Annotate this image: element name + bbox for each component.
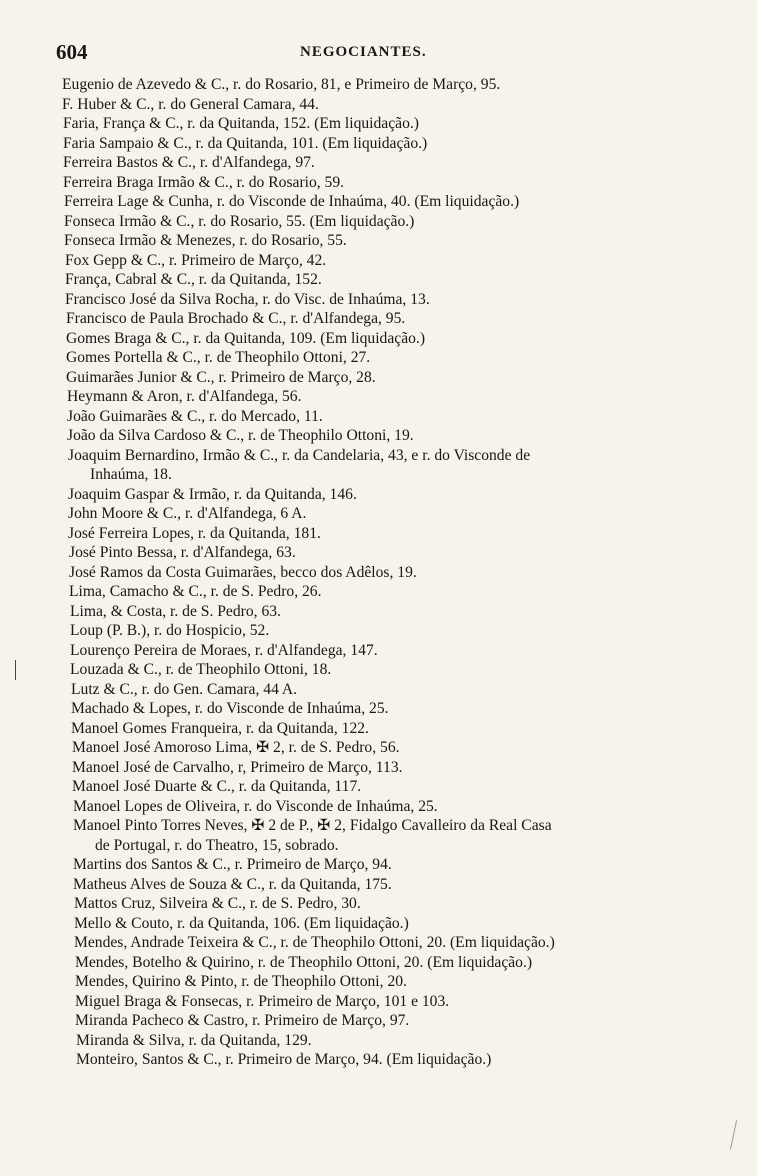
entry-text: Fonseca Irmão & Menezes, r. do Rosario, 55. <box>64 232 347 249</box>
entry-text: Heymann & Aron, r. d'Alfandega, 56. <box>67 388 302 405</box>
entry-text: Lima, & Costa, r. de S. Pedro, 63. <box>70 602 281 620</box>
entry-continuation: de Portugal, r. do Theatro, 15, sobrado. <box>95 836 339 854</box>
entry-text: Fonseca Irmão & C., r. do Rosario, 55. (Em liquidação.) <box>64 212 415 230</box>
entry-line <box>0 758 757 778</box>
entry-line <box>0 173 757 193</box>
entry-line <box>0 660 757 680</box>
entry-text: Mattos Cruz, Silveira & C., r. de S. Pedro, 30. <box>74 895 361 912</box>
entry-text: Manoel Lopes de Oliveira, r. do Visconde de Inhaúma, 25. <box>73 797 438 815</box>
entry-line <box>0 543 757 563</box>
entry-text: Ferreira Bastos & C., r. d'Alfandega, 97. <box>63 154 315 171</box>
entry-text: José Ramos da Costa Guimarães, becco dos Adêlos, 19. <box>69 563 417 581</box>
entry-line <box>0 641 757 661</box>
entry-text: Gomes Portella & C., r. de Theophilo Ottoni, 27. <box>66 349 371 366</box>
entry-text: João Guimarães & C., r. do Mercado, 11. <box>67 407 323 425</box>
entry-text: José Ferreira Lopes, r. da Quitanda, 181. <box>68 524 321 542</box>
entry-line <box>0 270 757 290</box>
entry-text: Miguel Braga & Fonsecas, r. Primeiro de Março, 101 e 103. <box>75 992 450 1010</box>
margin-mark <box>730 1120 737 1150</box>
entry-line <box>0 134 757 154</box>
entry-list <box>0 75 757 1070</box>
entry-line <box>0 192 757 212</box>
entry-line <box>0 563 757 583</box>
entry-text: John Moore & C., r. d'Alfandega, 6 A. <box>68 505 307 522</box>
entry-line <box>0 407 757 427</box>
entry-text: Joaquim Gaspar & Irmão, r. da Quitanda, 146. <box>68 485 357 503</box>
entry-line <box>0 933 757 953</box>
entry-text: Manoel Pinto Torres Neves, ✠ 2 de P., ✠ 2, Fidalgo Cavalleiro da Real Casa <box>73 817 552 834</box>
entry-text: Lima, Camacho & C., r. de S. Pedro, 26. <box>69 583 322 600</box>
entry-text: França, Cabral & C., r. da Quitanda, 152. <box>65 271 322 288</box>
entry-line <box>0 485 757 505</box>
entry-text: João da Silva Cardoso & C., r. de Theophilo Ottoni, 19. <box>67 427 414 444</box>
entry-line <box>0 329 757 349</box>
entry-line <box>0 699 757 719</box>
entry-line <box>0 875 757 895</box>
entry-text: Faria, França & C., r. da Quitanda, 152. (Em liquidação.) <box>63 115 419 132</box>
entry-text: Manoel José Amoroso Lima, ✠ 2, r. de S. Pedro, 56. <box>72 739 400 756</box>
entry-text: Joaquim Bernardino, Irmão & C., r. da Candelaria, 43, e r. do Visconde de <box>68 446 531 464</box>
entry-line <box>0 855 757 875</box>
entry-line <box>0 75 757 95</box>
entry-line <box>0 797 757 817</box>
entry-line <box>0 953 757 973</box>
entry-text: Ferreira Braga Irmão & C., r. do Rosario, 59. <box>63 173 345 191</box>
entry-text: Mendes, Andrade Teixeira & C., r. de Theophilo Ottoni, 20. (Em liquidação.) <box>74 934 555 951</box>
margin-mark <box>15 660 16 680</box>
entry-line <box>0 1050 757 1070</box>
entry-line <box>0 446 757 485</box>
entry-text: Monteiro, Santos & C., r. Primeiro de Março, 94. (Em liquidação.) <box>76 1051 492 1068</box>
entry-line <box>0 95 757 115</box>
entry-text: Machado & Lopes, r. do Visconde de Inhaúma, 25. <box>71 700 389 717</box>
entry-text: Loup (P. B.), r. do Hospicio, 52. <box>70 622 270 639</box>
entry-line <box>0 524 757 544</box>
entry-line <box>0 816 757 855</box>
entry-line <box>0 719 757 739</box>
entry-text: Miranda Pacheco & Castro, r. Primeiro de Março, 97. <box>75 1012 410 1029</box>
entry-text: Mendes, Quirino & Pinto, r. de Theophilo Ottoni, 20. <box>75 973 407 990</box>
entry-text: Mendes, Botelho & Quirino, r. de Theophilo Ottoni, 20. (Em liquidação.) <box>75 953 533 971</box>
entry-text: Gomes Braga & C., r. da Quitanda, 109. (Em liquidação.) <box>66 329 426 347</box>
entry-line <box>0 914 757 934</box>
entry-line <box>0 426 757 446</box>
entry-line <box>0 992 757 1012</box>
entry-line <box>0 231 757 251</box>
entry-line <box>0 290 757 310</box>
entry-text: Lutz & C., r. do Gen. Camara, 44 A. <box>71 680 298 698</box>
entry-line <box>0 894 757 914</box>
entry-continuation: Inhaúma, 18. <box>90 466 172 483</box>
running-head: NEGOCIANTES. <box>300 44 427 60</box>
entry-text: Martins dos Santos & C., r. Primeiro de Março, 94. <box>73 856 392 873</box>
page-number: 604 <box>56 40 88 64</box>
entry-text: Ferreira Lage & Cunha, r. do Visconde de Inhaúma, 40. (Em liquidação.) <box>64 193 520 210</box>
entry-text: José Pinto Bessa, r. d'Alfandega, 63. <box>69 544 296 561</box>
entry-line <box>0 309 757 329</box>
entry-text: Francisco de Paula Brochado & C., r. d'Alfandega, 95. <box>66 310 406 327</box>
entry-line <box>0 387 757 407</box>
entry-line <box>0 738 757 758</box>
entry-line <box>0 114 757 134</box>
entry-text: F. Huber & C., r. do General Camara, 44. <box>62 95 319 113</box>
entry-line <box>0 348 757 368</box>
entry-text: Louzada & C., r. de Theophilo Ottoni, 18. <box>70 661 332 678</box>
entry-line <box>0 212 757 232</box>
entry-text: Manoel Gomes Franqueira, r. da Quitanda, 122. <box>71 719 369 737</box>
entry-text: Francisco José da Silva Rocha, r. do Visc. de Inhaúma, 13. <box>65 290 430 308</box>
entry-line <box>0 621 757 641</box>
entry-text: Fox Gepp & C., r. Primeiro de Março, 42. <box>65 251 327 269</box>
entry-text: Faria Sampaio & C., r. da Quitanda, 101. (Em liquidação.) <box>63 134 428 152</box>
entry-text: Guimarães Junior & C., r. Primeiro de Março, 28. <box>66 368 376 386</box>
entry-text: Eugenio de Azevedo & C., r. do Rosario, 81, e Primeiro de Março, 95. <box>62 76 501 93</box>
entry-text: Manoel José de Carvalho, r, Primeiro de Março, 113. <box>72 758 403 776</box>
entry-text: Matheus Alves de Souza & C., r. da Quitanda, 175. <box>73 875 392 893</box>
entry-text: Mello & Couto, r. da Quitanda, 106. (Em liquidação.) <box>74 914 409 932</box>
entry-line <box>0 582 757 602</box>
entry-line <box>0 1011 757 1031</box>
entry-text: Lourenço Pereira de Moraes, r. d'Alfandega, 147. <box>70 641 378 659</box>
entry-line <box>0 972 757 992</box>
entry-line <box>0 680 757 700</box>
entry-line <box>0 368 757 388</box>
entry-line <box>0 504 757 524</box>
entry-line <box>0 153 757 173</box>
entry-line <box>0 777 757 797</box>
entry-line <box>0 251 757 271</box>
entry-text: Manoel José Duarte & C., r. da Quitanda, 117. <box>72 778 362 795</box>
entry-line <box>0 602 757 622</box>
entry-line <box>0 1031 757 1051</box>
page-header <box>56 40 706 64</box>
entry-text: Miranda & Silva, r. da Quitanda, 129. <box>76 1031 312 1049</box>
